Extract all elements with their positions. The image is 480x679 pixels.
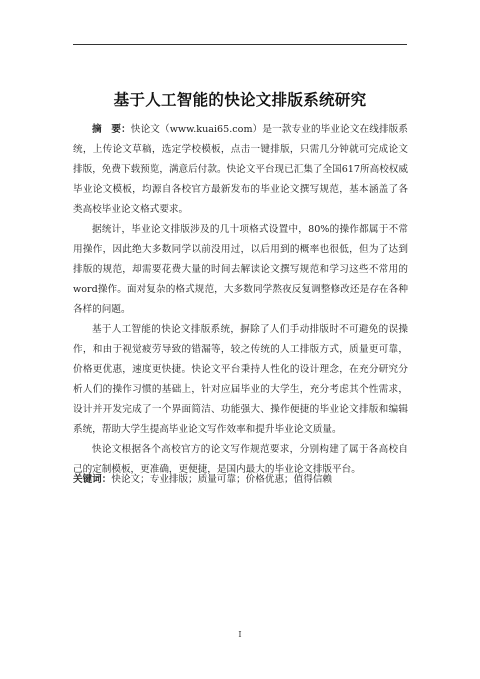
abstract-paragraph	[73, 120, 408, 220]
keywords-line	[73, 470, 408, 490]
page-number: I	[238, 630, 242, 639]
abstract-label: 摘 要：	[92, 124, 131, 135]
document-body	[73, 120, 408, 480]
page-title: 基于人工智能的快论文排版系统研究	[113, 91, 367, 109]
body-paragraph-1: 据统计，毕业论文排版涉及的几十项格式设置中，80%的操作都属于不常用操作，因此绝大多数同学以前没用过，以后用到的概率也很低，但为了达到排版的规范，却需要花费大量的时间去解读论文撰写规范和学习这些不常用的word操作。面对复杂的格式规范，大多数同学熬夜反复调整修改还是存在各种各样的问题。	[73, 224, 408, 315]
keywords-text: 快论文；专业排版；质量可靠；价格优惠；值得信赖	[111, 474, 333, 485]
abstract-text: 快论文（www.kuai65.com）是一款专业的毕业论文在线排版系统，上传论文草稿，选定学校模板，点击一键排版，只需几分钟就可完成论文排版，免费下载预览，满意后付款。快论文平台现已汇集了全国617所高校权威毕业论文模板，均源自各校官方最新发布的毕业论文撰写规范，基本涵盖了各类高校毕业论文格式要求。	[73, 124, 408, 215]
body-paragraph-2: 基于人工智能的快论文排版系统，摒除了人们手动排版时不可避免的误操作，和由于视觉疲劳导致的错漏等，较之传统的人工排版方式，质量更可靠，价格更优惠，速度更快捷。快论文平台秉持人性化的设计理念，在充分研究分析人们的操作习惯的基础上，针对应届毕业的大学生，充分考虑其个性需求，设计并开发完成了一个界面简洁、功能强大、操作便捷的毕业论文排版和编辑系统，帮助大学生提高毕业论文写作效率和提升毕业论文质量。	[73, 324, 408, 435]
keywords-label: 关键词：	[73, 474, 112, 485]
body-paragraph-3: 快论文根据各个高校官方的论文写作规范要求，分别构建了属于各高校自己的定制模板，更准确，更便捷，是国内最大的毕业论文排版平台。	[73, 444, 408, 475]
header-rule	[73, 44, 407, 45]
